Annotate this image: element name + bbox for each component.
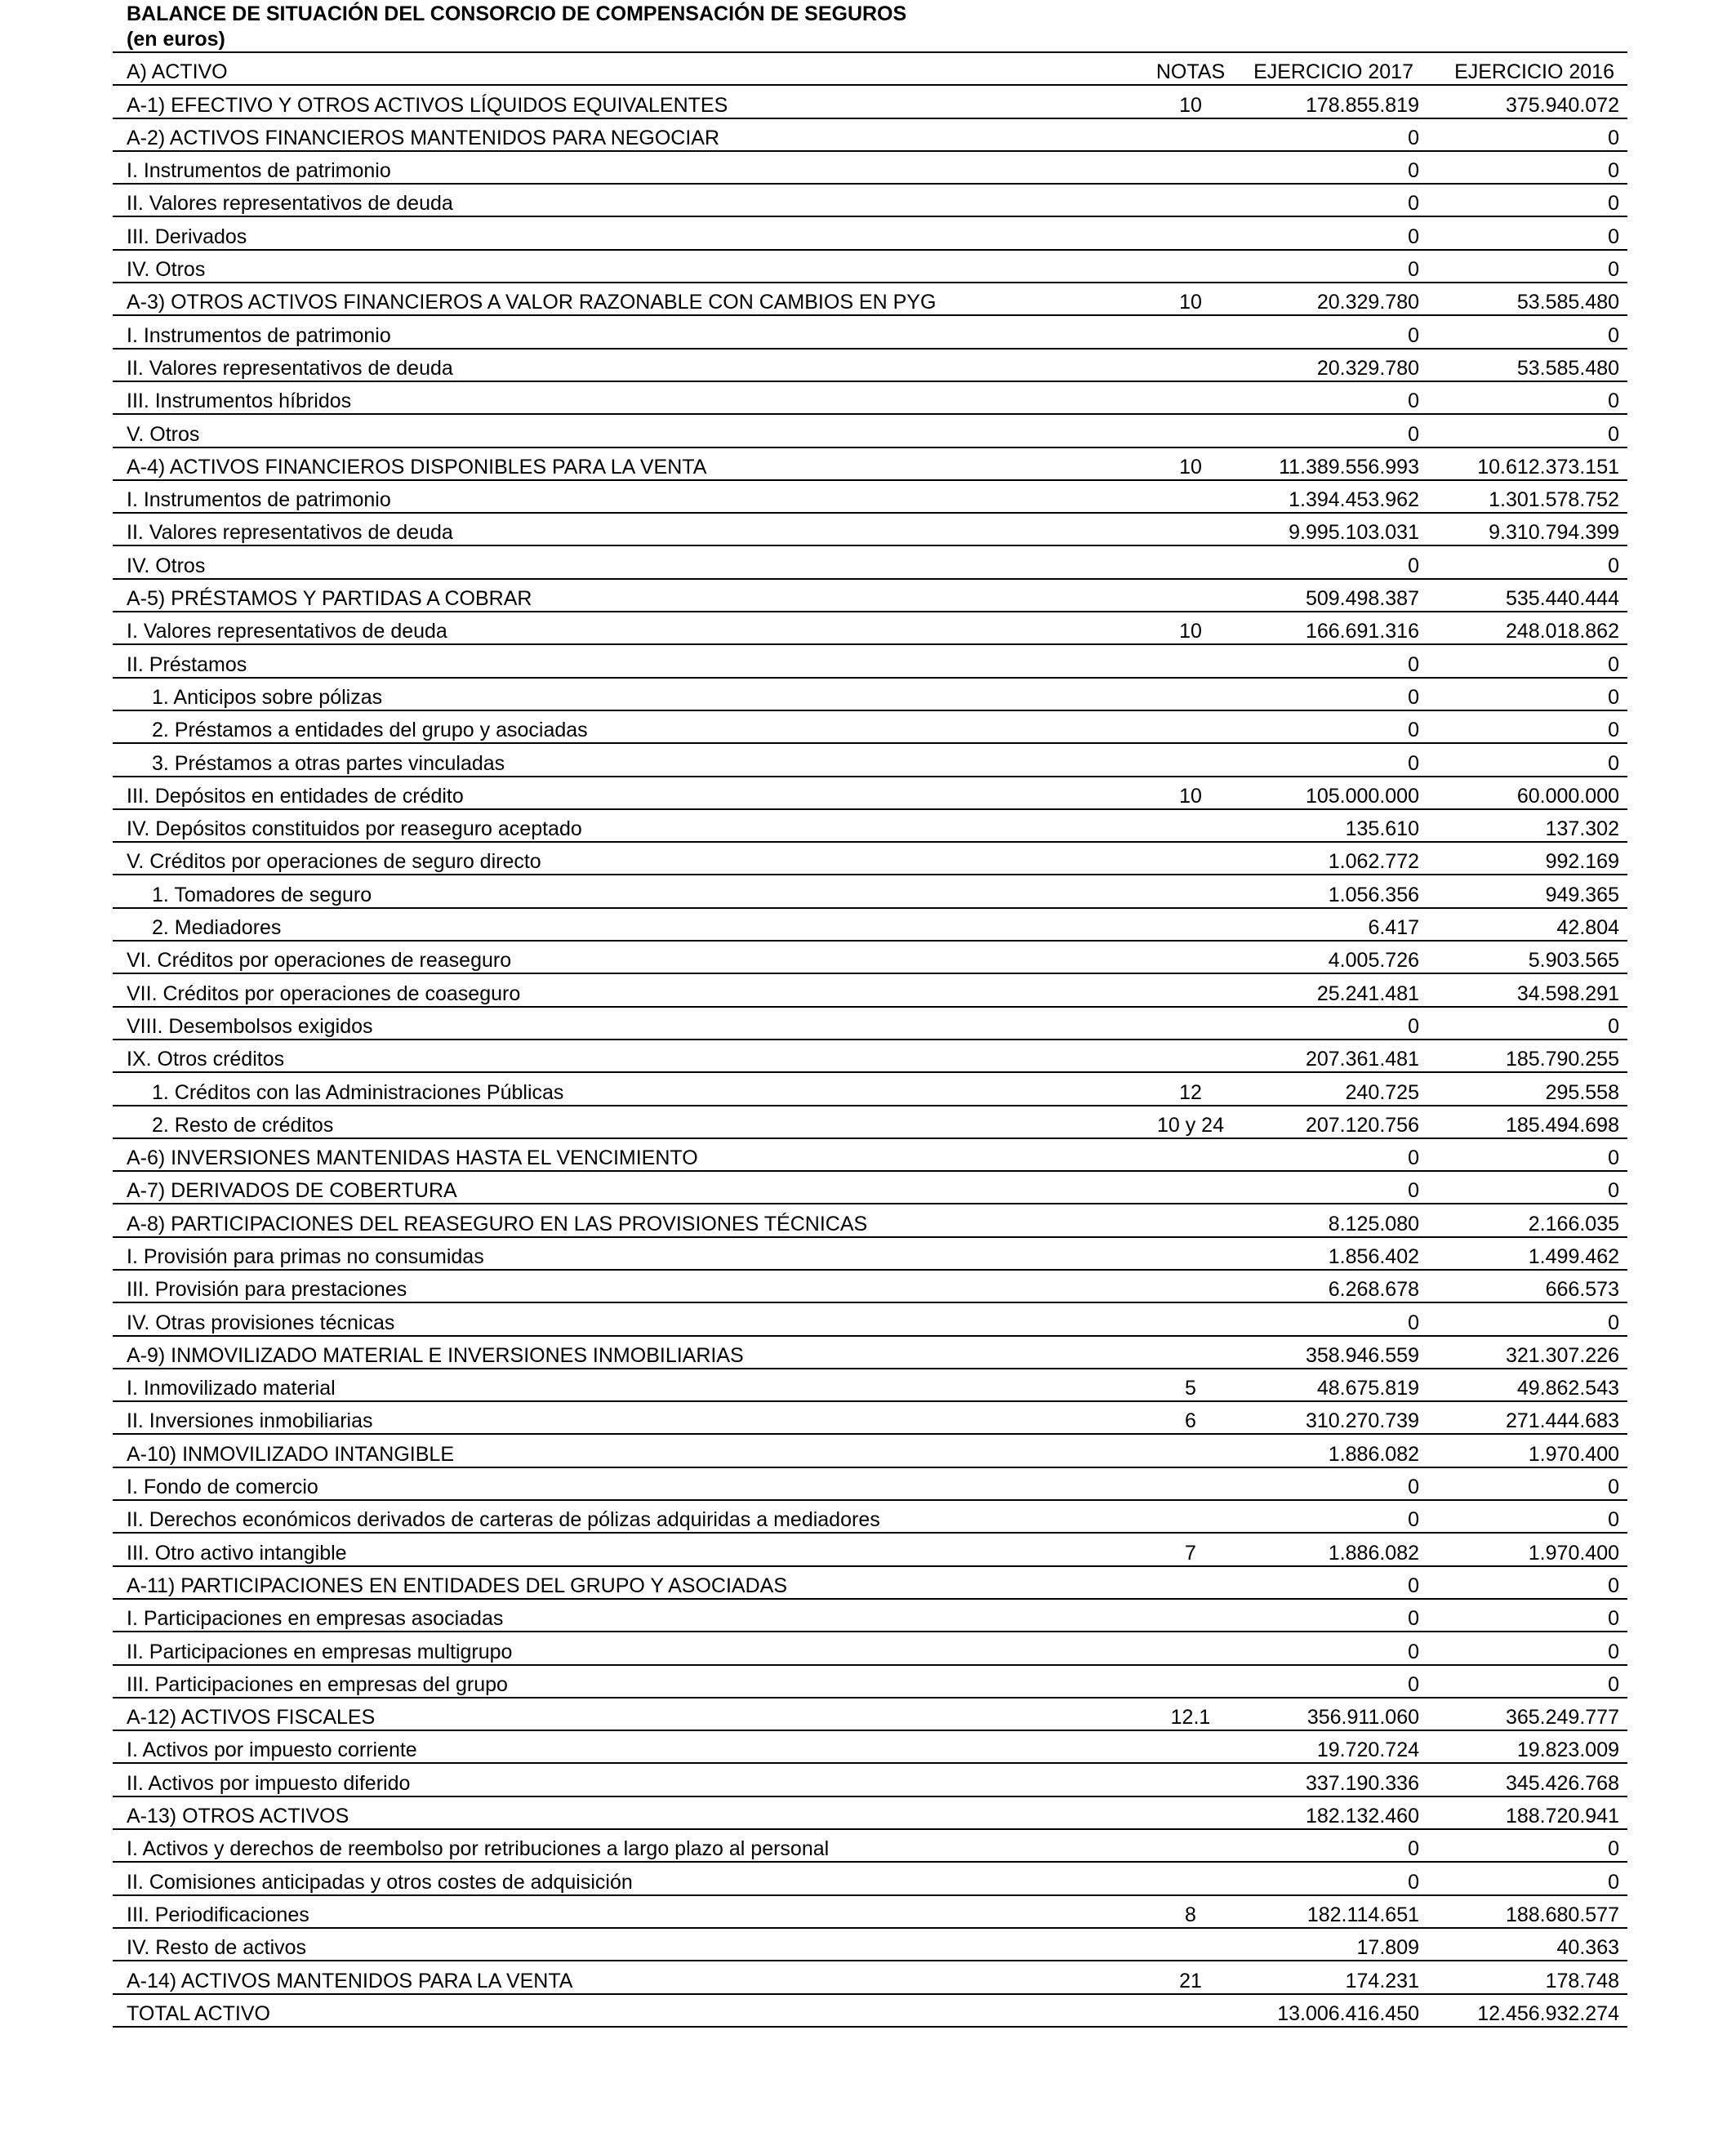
row-value-2016: 0 bbox=[1608, 192, 1619, 216]
table-row bbox=[113, 1666, 1627, 1698]
row-value-2017: 6.417 bbox=[1368, 916, 1419, 940]
table-row bbox=[113, 612, 1627, 645]
row-nota: 10 bbox=[1179, 455, 1202, 479]
row-label: IV. Otros bbox=[127, 554, 206, 577]
row-label: IV. Resto de activos bbox=[127, 1936, 307, 1960]
table-row bbox=[113, 152, 1627, 185]
row-value-2016: 0 bbox=[1608, 1672, 1619, 1696]
table-row bbox=[113, 1402, 1627, 1435]
table-row bbox=[113, 875, 1627, 908]
row-value-2017: 182.114.651 bbox=[1306, 1903, 1419, 1926]
row-value-2016: 0 bbox=[1608, 422, 1619, 446]
row-value-2017: 207.120.756 bbox=[1305, 1113, 1419, 1137]
row-value-2017: 0 bbox=[1408, 1640, 1419, 1663]
table-row bbox=[113, 546, 1627, 579]
row-label: I. Fondo de comercio bbox=[127, 1476, 318, 1499]
row-value-2016: 666.573 bbox=[1545, 1278, 1619, 1302]
row-value-2016: 185.494.698 bbox=[1505, 1113, 1619, 1137]
row-nota: 12 bbox=[1179, 1080, 1202, 1104]
row-value-2016: 321.307.226 bbox=[1505, 1343, 1619, 1367]
row-value-2016: 1.970.400 bbox=[1528, 1442, 1619, 1466]
row-value-2017: 17.809 bbox=[1356, 1936, 1419, 1960]
row-value-2017: 0 bbox=[1408, 1607, 1419, 1631]
row-label: I. Participaciones en empresas asociadas bbox=[127, 1607, 504, 1631]
row-label: III. Instrumentos híbridos bbox=[127, 390, 352, 413]
table-row bbox=[113, 843, 1627, 875]
row-label: IV. Otras provisiones técnicas bbox=[127, 1311, 395, 1334]
row-value-2017: 1.886.082 bbox=[1328, 1442, 1419, 1466]
row-value-2017: 13.006.416.450 bbox=[1277, 2001, 1419, 2025]
row-label: II. Valores representativos de deuda bbox=[127, 356, 453, 380]
row-label: III. Depósitos en entidades de crédito bbox=[127, 784, 464, 808]
table-row bbox=[113, 514, 1627, 546]
row-value-2016: 0 bbox=[1608, 258, 1619, 282]
row-value-2016: 0 bbox=[1608, 685, 1619, 709]
row-value-2016: 0 bbox=[1608, 1146, 1619, 1170]
row-value-2016: 49.862.543 bbox=[1516, 1377, 1619, 1400]
row-nota: 10 bbox=[1179, 620, 1202, 643]
row-label: A-5) PRÉSTAMOS Y PARTIDAS A COBRAR bbox=[127, 587, 532, 611]
table-row bbox=[113, 251, 1627, 283]
row-value-2016: 949.365 bbox=[1545, 883, 1619, 906]
row-value-2016: 2.166.035 bbox=[1528, 1212, 1619, 1235]
row-value-2017: 20.329.780 bbox=[1316, 356, 1419, 380]
table-row bbox=[113, 1204, 1627, 1237]
document-title: BALANCE DE SITUACIÓN DEL CONSORCIO DE COMPENSACIÓN DE SEGUROS bbox=[127, 2, 907, 25]
row-label: II. Derechos económicos derivados de carteras de pólizas adquiridas a mediadores bbox=[127, 1508, 880, 1532]
row-value-2017: 1.062.772 bbox=[1328, 850, 1419, 874]
row-value-2016: 271.444.683 bbox=[1505, 1409, 1619, 1433]
row-value-2016: 0 bbox=[1608, 390, 1619, 413]
row-label: I. Inmovilizado material bbox=[127, 1377, 336, 1400]
row-value-2017: 0 bbox=[1408, 1508, 1419, 1532]
table-row bbox=[113, 1073, 1627, 1106]
table-row bbox=[113, 283, 1627, 316]
row-value-2016: 0 bbox=[1608, 159, 1619, 183]
table-row bbox=[113, 1534, 1627, 1566]
document-subtitle: (en euros) bbox=[127, 28, 225, 51]
row-value-2016: 60.000.000 bbox=[1516, 784, 1619, 808]
row-value-2017: 1.056.356 bbox=[1328, 883, 1419, 906]
row-value-2016: 0 bbox=[1608, 1311, 1619, 1334]
row-value-2017: 166.691.316 bbox=[1305, 620, 1419, 643]
row-label: A-2) ACTIVOS FINANCIEROS MANTENIDOS PARA NEGOCIAR bbox=[127, 126, 720, 149]
row-value-2017: 0 bbox=[1408, 1837, 1419, 1861]
row-value-2017: 135.610 bbox=[1345, 817, 1419, 841]
row-label: A-1) EFECTIVO Y OTROS ACTIVOS LÍQUIDOS EQUIVALENTES bbox=[127, 93, 728, 117]
row-value-2016: 0 bbox=[1608, 1508, 1619, 1532]
table-row bbox=[113, 1961, 1627, 1994]
row-label: TOTAL ACTIVO bbox=[127, 2001, 270, 2025]
row-value-2016: 365.249.777 bbox=[1505, 1706, 1619, 1730]
table-row bbox=[113, 1369, 1627, 1402]
row-value-2017: 0 bbox=[1408, 719, 1419, 742]
table-row bbox=[113, 1929, 1627, 1961]
row-nota: 10 bbox=[1179, 93, 1202, 117]
header-ejercicio-2016: EJERCICIO 2016 bbox=[1454, 60, 1614, 84]
row-label: 2. Mediadores bbox=[152, 916, 282, 940]
table-row bbox=[113, 711, 1627, 744]
table-row bbox=[113, 942, 1627, 974]
row-label: IV. Otros bbox=[127, 258, 206, 282]
row-label: V. Créditos por operaciones de seguro directo bbox=[127, 850, 541, 874]
row-label: 3. Préstamos a otras partes vinculadas bbox=[152, 751, 505, 775]
row-value-2016: 0 bbox=[1608, 1640, 1619, 1663]
row-label: A-8) PARTICIPACIONES DEL REASEGURO EN LAS PROVISIONES TÉCNICAS bbox=[127, 1212, 868, 1235]
row-value-2017: 20.329.780 bbox=[1316, 291, 1419, 314]
row-value-2017: 11.389.556.993 bbox=[1279, 455, 1419, 479]
table-row bbox=[113, 1896, 1627, 1929]
row-value-2016: 0 bbox=[1608, 1574, 1619, 1597]
row-label: I. Instrumentos de patrimonio bbox=[127, 488, 391, 512]
row-value-2016: 178.748 bbox=[1545, 1969, 1619, 1992]
row-value-2017: 0 bbox=[1408, 1672, 1419, 1696]
row-value-2016: 535.440.444 bbox=[1505, 587, 1619, 611]
row-value-2016: 12.456.932.274 bbox=[1477, 2001, 1619, 2025]
table-row bbox=[113, 1567, 1627, 1600]
row-value-2017: 182.132.460 bbox=[1305, 1805, 1419, 1828]
row-value-2017: 48.675.819 bbox=[1316, 1377, 1419, 1400]
row-value-2017: 0 bbox=[1408, 1870, 1419, 1894]
row-value-2016: 0 bbox=[1608, 1476, 1619, 1499]
row-label: A-9) INMOVILIZADO MATERIAL E INVERSIONES INMOBILIARIAS bbox=[127, 1343, 744, 1367]
row-value-2017: 310.270.739 bbox=[1305, 1409, 1419, 1433]
table-row bbox=[113, 1435, 1627, 1467]
row-value-2017: 0 bbox=[1408, 652, 1419, 676]
table-row bbox=[113, 1271, 1627, 1303]
table-row bbox=[113, 1106, 1627, 1139]
row-value-2017: 509.498.387 bbox=[1305, 587, 1419, 611]
table-row bbox=[113, 1600, 1627, 1632]
row-value-2016: 0 bbox=[1608, 1179, 1619, 1203]
table-row bbox=[113, 679, 1627, 711]
row-value-2016: 185.790.255 bbox=[1505, 1048, 1619, 1071]
row-value-2017: 0 bbox=[1408, 159, 1419, 183]
table-row bbox=[113, 1764, 1627, 1796]
header-ejercicio-2017: EJERCICIO 2017 bbox=[1253, 60, 1413, 84]
row-value-2016: 0 bbox=[1608, 1607, 1619, 1631]
row-value-2017: 6.268.678 bbox=[1328, 1278, 1419, 1302]
row-nota: 5 bbox=[1185, 1377, 1196, 1400]
table-row bbox=[113, 1863, 1627, 1895]
row-value-2016: 992.169 bbox=[1545, 850, 1619, 874]
row-value-2017: 178.855.819 bbox=[1305, 93, 1419, 117]
row-label: 2. Resto de créditos bbox=[152, 1113, 334, 1137]
row-label: II. Comisiones anticipadas y otros costes de adquisición bbox=[127, 1870, 633, 1894]
row-label: VI. Créditos por operaciones de reaseguro bbox=[127, 949, 512, 973]
row-value-2017: 1.394.453.962 bbox=[1289, 488, 1419, 512]
row-label: 1. Anticipos sobre pólizas bbox=[152, 685, 383, 709]
row-value-2017: 0 bbox=[1408, 685, 1419, 709]
row-value-2017: 0 bbox=[1408, 126, 1419, 149]
row-value-2016: 0 bbox=[1608, 1837, 1619, 1861]
table-row bbox=[113, 382, 1627, 415]
row-value-2016: 375.940.072 bbox=[1505, 93, 1619, 117]
row-value-2017: 4.005.726 bbox=[1328, 949, 1419, 973]
table-row bbox=[113, 744, 1627, 777]
row-value-2017: 358.946.559 bbox=[1305, 1343, 1419, 1367]
row-value-2017: 25.241.481 bbox=[1316, 982, 1419, 1005]
row-label: I. Activos por impuesto corriente bbox=[127, 1739, 417, 1762]
row-label: A-11) PARTICIPACIONES EN ENTIDADES DEL GRUPO Y ASOCIADAS bbox=[127, 1574, 788, 1597]
row-value-2017: 0 bbox=[1408, 554, 1419, 577]
table-row bbox=[113, 1008, 1627, 1040]
row-value-2016: 0 bbox=[1608, 323, 1619, 347]
row-label: II. Activos por impuesto diferido bbox=[127, 1771, 411, 1795]
row-label: I. Instrumentos de patrimonio bbox=[127, 323, 391, 347]
row-label: 1. Tomadores de seguro bbox=[152, 883, 372, 906]
row-value-2016: 137.302 bbox=[1545, 817, 1619, 841]
table-row bbox=[113, 1139, 1627, 1172]
row-value-2016: 19.823.009 bbox=[1516, 1739, 1619, 1762]
row-value-2017: 0 bbox=[1408, 1311, 1419, 1334]
row-label: IX. Otros créditos bbox=[127, 1048, 285, 1071]
row-value-2017: 0 bbox=[1408, 1179, 1419, 1203]
row-value-2016: 53.585.480 bbox=[1516, 356, 1619, 380]
row-label: III. Otro activo intangible bbox=[127, 1541, 347, 1565]
table-row bbox=[113, 1337, 1627, 1369]
table-row bbox=[113, 1040, 1627, 1073]
row-value-2016: 34.598.291 bbox=[1516, 982, 1619, 1005]
row-label: A-6) INVERSIONES MANTENIDAS HASTA EL VENCIMIENTO bbox=[127, 1146, 698, 1170]
row-value-2017: 174.231 bbox=[1345, 1969, 1419, 1992]
row-value-2016: 0 bbox=[1608, 1014, 1619, 1038]
row-label: I. Instrumentos de patrimonio bbox=[127, 159, 391, 183]
table-row bbox=[113, 1501, 1627, 1534]
row-value-2017: 0 bbox=[1408, 1476, 1419, 1499]
row-value-2017: 0 bbox=[1408, 1574, 1419, 1597]
row-label: IV. Depósitos constituidos por reaseguro aceptado bbox=[127, 817, 582, 841]
row-nota: 7 bbox=[1185, 1541, 1196, 1565]
row-nota: 10 bbox=[1179, 291, 1202, 314]
row-label: II. Inversiones inmobiliarias bbox=[127, 1409, 373, 1433]
table-row bbox=[113, 349, 1627, 382]
balance-table bbox=[113, 53, 1627, 2028]
table-row bbox=[113, 1995, 1627, 2028]
row-value-2016: 0 bbox=[1608, 554, 1619, 577]
table-row bbox=[113, 1303, 1627, 1336]
row-value-2016: 0 bbox=[1608, 719, 1619, 742]
table-header-row bbox=[113, 53, 1627, 86]
row-label: A-14) ACTIVOS MANTENIDOS PARA LA VENTA bbox=[127, 1969, 573, 1992]
table-row bbox=[113, 217, 1627, 250]
header-notas: NOTAS bbox=[1155, 60, 1226, 84]
row-value-2017: 0 bbox=[1408, 390, 1419, 413]
table-row bbox=[113, 415, 1627, 447]
row-label: I. Activos y derechos de reembolso por retribuciones a largo plazo al personal bbox=[127, 1837, 830, 1861]
row-value-2016: 42.804 bbox=[1556, 916, 1619, 940]
table-row bbox=[113, 1830, 1627, 1863]
row-value-2017: 337.190.336 bbox=[1305, 1771, 1419, 1795]
row-value-2017: 8.125.080 bbox=[1328, 1212, 1419, 1235]
row-value-2017: 0 bbox=[1408, 225, 1419, 248]
row-value-2016: 0 bbox=[1608, 652, 1619, 676]
row-value-2016: 188.680.577 bbox=[1505, 1903, 1619, 1926]
row-label: III. Periodificaciones bbox=[127, 1903, 309, 1926]
row-value-2016: 345.426.768 bbox=[1505, 1771, 1619, 1795]
row-value-2016: 1.970.400 bbox=[1528, 1541, 1619, 1565]
row-value-2017: 0 bbox=[1408, 422, 1419, 446]
row-label: A-13) OTROS ACTIVOS bbox=[127, 1805, 349, 1828]
table-row bbox=[113, 1468, 1627, 1501]
row-value-2017: 0 bbox=[1408, 1146, 1419, 1170]
row-nota: 6 bbox=[1185, 1409, 1196, 1433]
row-value-2016: 0 bbox=[1608, 225, 1619, 248]
row-value-2017: 0 bbox=[1408, 323, 1419, 347]
table-row bbox=[113, 185, 1627, 217]
table-row bbox=[113, 1797, 1627, 1830]
table-row bbox=[113, 119, 1627, 152]
table-row bbox=[113, 810, 1627, 843]
row-value-2016: 40.363 bbox=[1556, 1936, 1619, 1960]
row-label: II. Valores representativos de deuda bbox=[127, 192, 453, 216]
row-value-2016: 188.720.941 bbox=[1505, 1805, 1619, 1828]
row-label: I. Provisión para primas no consumidas bbox=[127, 1244, 484, 1268]
row-label: 2. Préstamos a entidades del grupo y asociadas bbox=[152, 719, 588, 742]
table-row bbox=[113, 580, 1627, 612]
row-value-2016: 0 bbox=[1608, 126, 1619, 149]
row-value-2016: 295.558 bbox=[1545, 1080, 1619, 1104]
row-nota: 8 bbox=[1185, 1903, 1196, 1926]
row-value-2017: 0 bbox=[1408, 258, 1419, 282]
row-value-2017: 1.886.082 bbox=[1328, 1541, 1419, 1565]
row-label: I. Valores representativos de deuda bbox=[127, 620, 447, 643]
row-value-2016: 248.018.862 bbox=[1505, 620, 1619, 643]
row-nota: 10 y 24 bbox=[1156, 1113, 1224, 1137]
table-row bbox=[113, 481, 1627, 514]
row-label: VIII. Desembolsos exigidos bbox=[127, 1014, 373, 1038]
table-row bbox=[113, 1238, 1627, 1271]
row-value-2017: 105.000.000 bbox=[1305, 784, 1419, 808]
table-row bbox=[113, 316, 1627, 349]
row-value-2017: 207.361.481 bbox=[1305, 1048, 1419, 1071]
row-value-2017: 9.995.103.031 bbox=[1289, 521, 1419, 545]
row-label: II. Valores representativos de deuda bbox=[127, 521, 453, 545]
row-label: III. Derivados bbox=[127, 225, 247, 248]
table-row bbox=[113, 974, 1627, 1007]
row-value-2017: 356.911.060 bbox=[1306, 1706, 1419, 1730]
row-label: III. Provisión para prestaciones bbox=[127, 1278, 407, 1302]
row-value-2016: 53.585.480 bbox=[1516, 291, 1619, 314]
row-value-2016: 1.499.462 bbox=[1528, 1244, 1619, 1268]
table-row bbox=[113, 86, 1627, 118]
row-value-2016: 0 bbox=[1608, 751, 1619, 775]
table-row bbox=[113, 448, 1627, 481]
table-row bbox=[113, 645, 1627, 678]
row-label: II. Participaciones en empresas multigrupo bbox=[127, 1640, 513, 1663]
table-row bbox=[113, 777, 1627, 810]
row-value-2017: 0 bbox=[1408, 192, 1419, 216]
table-row bbox=[113, 909, 1627, 942]
row-label: VII. Créditos por operaciones de coaseguro bbox=[127, 982, 521, 1005]
row-label: A-7) DERIVADOS DE COBERTURA bbox=[127, 1179, 457, 1203]
table-row bbox=[113, 1731, 1627, 1764]
row-label: A-10) INMOVILIZADO INTANGIBLE bbox=[127, 1442, 455, 1466]
row-value-2017: 0 bbox=[1408, 1014, 1419, 1038]
row-label: III. Participaciones en empresas del grupo bbox=[127, 1672, 508, 1696]
row-value-2016: 1.301.578.752 bbox=[1489, 488, 1619, 512]
row-value-2016: 5.903.565 bbox=[1528, 949, 1619, 973]
table-row bbox=[113, 1172, 1627, 1204]
row-value-2017: 1.856.402 bbox=[1328, 1244, 1419, 1268]
row-value-2017: 0 bbox=[1408, 751, 1419, 775]
row-label: V. Otros bbox=[127, 422, 200, 446]
row-label: A-3) OTROS ACTIVOS FINANCIEROS A VALOR RAZONABLE CON CAMBIOS EN PYG bbox=[127, 291, 937, 314]
row-label: A-4) ACTIVOS FINANCIEROS DISPONIBLES PARA LA VENTA bbox=[127, 455, 707, 479]
row-label: A-12) ACTIVOS FISCALES bbox=[127, 1706, 376, 1730]
row-value-2016: 0 bbox=[1608, 1870, 1619, 1894]
row-label: II. Préstamos bbox=[127, 652, 247, 676]
row-value-2017: 19.720.724 bbox=[1316, 1739, 1419, 1762]
row-value-2017: 240.725 bbox=[1345, 1080, 1419, 1104]
row-nota: 10 bbox=[1179, 784, 1202, 808]
row-value-2016: 10.612.373.151 bbox=[1477, 455, 1619, 479]
row-nota: 12.1 bbox=[1170, 1706, 1211, 1730]
header-activo: A) ACTIVO bbox=[127, 60, 228, 84]
table-row bbox=[113, 1632, 1627, 1665]
table-row bbox=[113, 1698, 1627, 1731]
row-label: 1. Créditos con las Administraciones Públicas bbox=[152, 1080, 564, 1104]
row-value-2016: 9.310.794.399 bbox=[1489, 521, 1619, 545]
row-nota: 21 bbox=[1179, 1969, 1202, 1992]
